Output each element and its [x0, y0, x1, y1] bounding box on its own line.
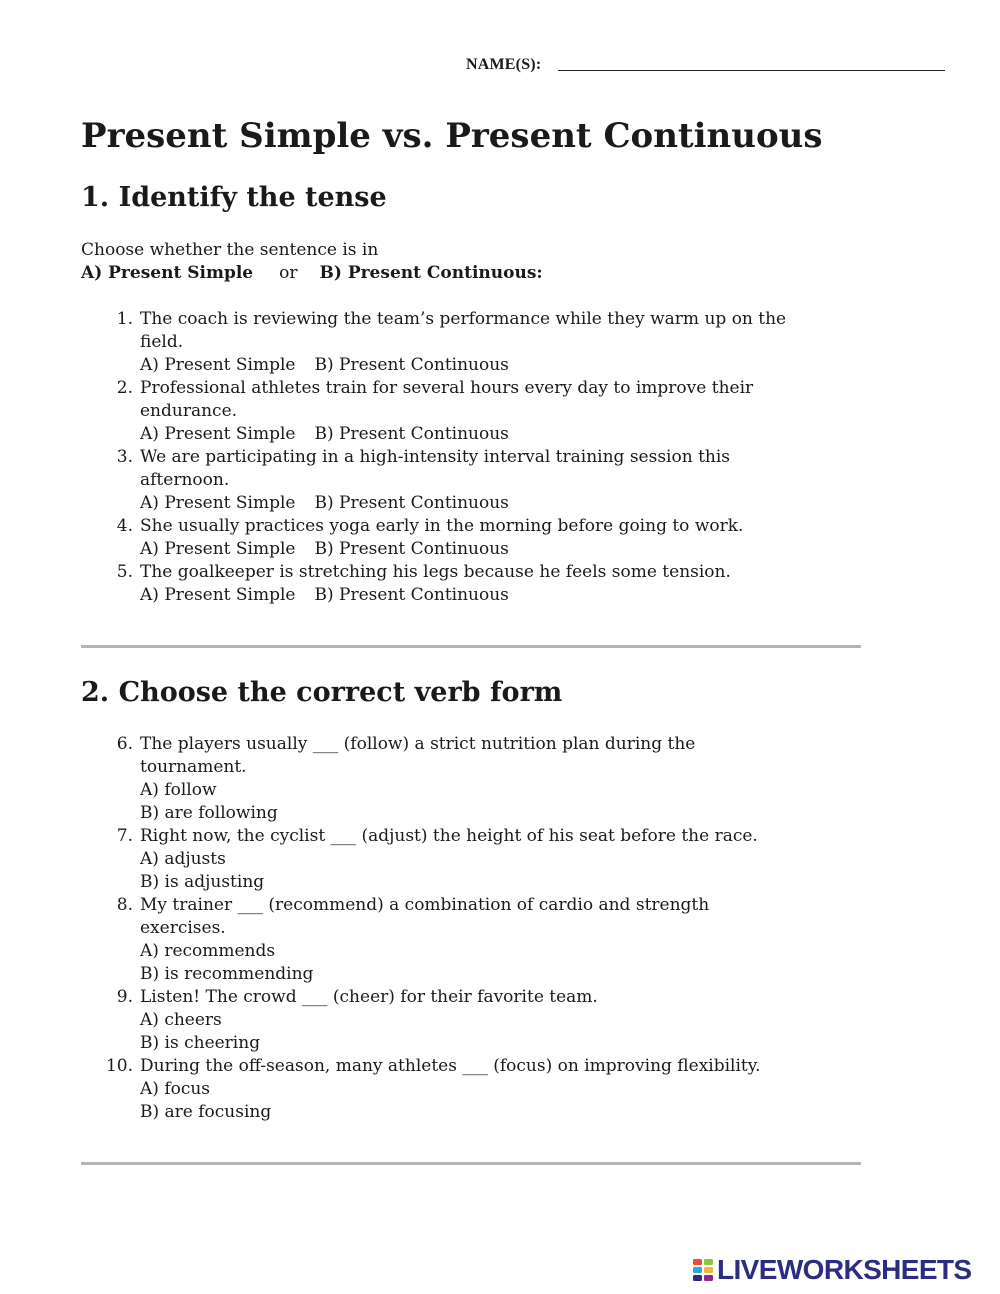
- question-text-line: During the off-season, many athletes ___ (focus) on improving flexibility.: [140, 1056, 761, 1076]
- answer-option-a[interactable]: A) Present Simple: [140, 585, 296, 605]
- question-item: [101, 446, 871, 515]
- question-item: [101, 561, 871, 607]
- answer-option-a[interactable]: A) adjusts: [140, 849, 226, 869]
- answer-options: [140, 354, 871, 377]
- section-1-instructions: [81, 239, 543, 285]
- answer-option-a[interactable]: A) follow: [140, 780, 217, 800]
- question-number: 1.: [116, 309, 133, 329]
- instruction-line: Choose whether the sentence is in: [81, 240, 379, 260]
- names-field: [466, 55, 946, 77]
- question-number: 7.: [116, 826, 133, 846]
- question-text-line: The coach is reviewing the team’s performance while they warm up on the: [140, 309, 787, 329]
- question-text-line: exercises.: [140, 918, 226, 938]
- names-blank-line[interactable]: [558, 70, 945, 71]
- names-label: NAME(S):: [466, 56, 542, 73]
- question-item: [101, 377, 871, 446]
- answer-option-a[interactable]: A) Present Simple: [140, 355, 296, 375]
- answer-option-b[interactable]: B) is recommending: [140, 964, 314, 984]
- answer-option-b[interactable]: B) Present Continuous: [314, 355, 509, 375]
- answer-options: [140, 584, 871, 607]
- page-title: Present Simple vs. Present Continuous: [81, 116, 823, 156]
- answer-option-a[interactable]: A) Present Simple: [140, 424, 296, 444]
- question-number: 5.: [116, 562, 133, 582]
- question-text-line: Right now, the cyclist ___ (adjust) the height of his seat before the race.: [140, 826, 758, 846]
- question-number: 4.: [116, 516, 133, 536]
- question-text-line: Professional athletes train for several hours every day to improve their: [140, 378, 754, 398]
- question-item: [101, 894, 871, 986]
- question-text-line: She usually practices yoga early in the morning before going to work.: [140, 516, 744, 536]
- question-text-line: endurance.: [140, 401, 238, 421]
- section-divider: [81, 1162, 861, 1165]
- question-item: [101, 308, 871, 377]
- answer-option-b[interactable]: B) Present Continuous: [314, 539, 509, 559]
- question-number: 9.: [116, 987, 133, 1007]
- question-text-line: field.: [140, 332, 184, 352]
- answer-options: [140, 423, 871, 446]
- answer-option-b[interactable]: B) Present Continuous: [314, 424, 509, 444]
- answer-option-b[interactable]: B) are focusing: [140, 1102, 272, 1122]
- question-number: 3.: [116, 447, 133, 467]
- liveworksheets-logo[interactable]: [693, 1256, 988, 1284]
- instruction-options: [81, 262, 543, 285]
- answer-options: [140, 492, 871, 515]
- answer-option-a[interactable]: A) Present Simple: [140, 539, 296, 559]
- question-item: [101, 986, 871, 1055]
- liveworksheets-logo-text: LIVEWORKSHEETS: [717, 1254, 972, 1285]
- question-number: 2.: [116, 378, 133, 398]
- answer-options: [140, 538, 871, 561]
- answer-option-a[interactable]: A) Present Simple: [140, 493, 296, 513]
- liveworksheets-logo-icon: [693, 1259, 713, 1281]
- answer-option-a[interactable]: A) focus: [140, 1079, 211, 1099]
- instruction-or: or: [279, 263, 298, 283]
- section-1-question-list: [101, 308, 871, 607]
- answer-option-b[interactable]: B) Present Continuous: [314, 493, 509, 513]
- answer-option-b[interactable]: B) is adjusting: [140, 872, 265, 892]
- section-2-heading: 2. Choose the correct verb form: [81, 677, 563, 708]
- answer-option-a[interactable]: A) recommends: [140, 941, 276, 961]
- question-number: 6.: [116, 734, 133, 754]
- section-2-question-list: [101, 733, 871, 1124]
- question-text-line: The goalkeeper is stretching his legs because he feels some tension.: [140, 562, 731, 582]
- section-divider: [81, 645, 861, 648]
- question-number: 10.: [105, 1056, 133, 1076]
- answer-option-a[interactable]: A) cheers: [140, 1010, 222, 1030]
- question-item: [101, 515, 871, 561]
- question-text-line: We are participating in a high-intensity interval training session this: [140, 447, 731, 467]
- question-item: [101, 1055, 871, 1124]
- question-item: [101, 733, 871, 825]
- answer-option-b[interactable]: B) are following: [140, 803, 278, 823]
- answer-option-b[interactable]: B) Present Continuous: [314, 585, 509, 605]
- question-item: [101, 825, 871, 894]
- question-number: 8.: [116, 895, 133, 915]
- instruction-option-b: B) Present Continuous:: [319, 263, 543, 283]
- question-text-line: Listen! The crowd ___ (cheer) for their favorite team.: [140, 987, 598, 1007]
- instruction-option-a: A) Present Simple: [81, 263, 254, 283]
- answer-option-b[interactable]: B) is cheering: [140, 1033, 261, 1053]
- section-1-heading: 1. Identify the tense: [81, 182, 387, 213]
- question-text-line: tournament.: [140, 757, 247, 777]
- question-text-line: afternoon.: [140, 470, 230, 490]
- question-text-line: The players usually ___ (follow) a strict nutrition plan during the: [140, 734, 696, 754]
- question-text-line: My trainer ___ (recommend) a combination of cardio and strength: [140, 895, 710, 915]
